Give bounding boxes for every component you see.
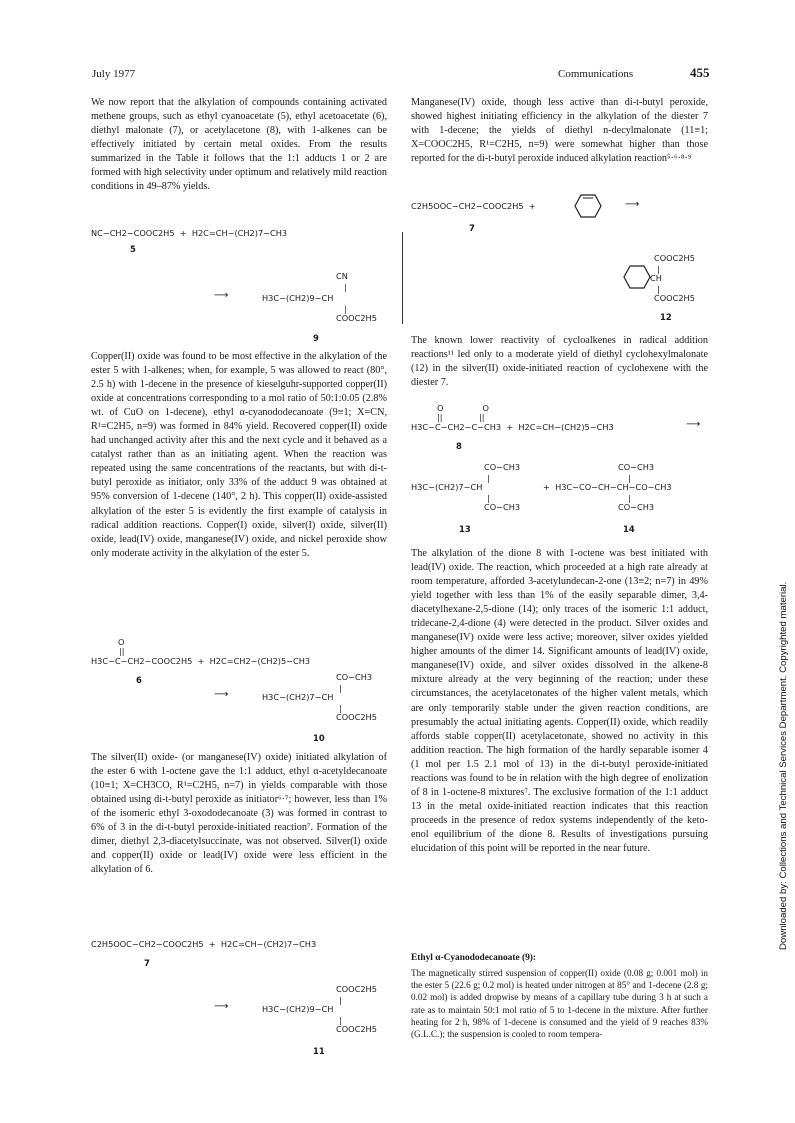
- left-paragraph-1: We now report that the alkylation of compounds containing activated methene groups, such as ethyl cyanoacetate (5), ethyl acetoacetate (6), diethyl malonate (7), or acetylacetone (8), with 1-alkenes can be effectively initiated by certain metal oxides. From the results summarized in the Table it follows that the 1:1 adducts 1 or 2 are formed with high selectivity under optimum and relatively mild reaction conditions in 49–87% yields.: [91, 97, 387, 193]
- reaction-arrow-1: ⟶: [214, 290, 229, 301]
- reaction-2-reactants: H3C−C−CH2−COOC2H5 + H2C=CH2−(CH2)5−CH3: [91, 656, 311, 666]
- reaction-4-reactants: C2H5OOC−CH2−COOC2H5 +: [411, 201, 536, 211]
- reaction-2-product-main: H3C−(CH2)7−CH: [262, 692, 334, 702]
- experimental-heading: Ethyl α-Cyanododecanoate (9):: [411, 953, 537, 963]
- compound-number-12: 12: [660, 312, 672, 322]
- sidebar-download-note: Downloaded by: Collections and Technical Services Department. Copyrighted material.: [778, 581, 789, 950]
- left-paragraph-2: Copper(II) oxide was found to be most effective in the alkylation of the ester 5 with 1-alkenes; when, for example, 5 was allowed to react (80°, 2.5 h) with 1-decene in the presence of kieselguhr-supported copper(II) oxide at concentrations corresponding to a mol ratio of 50:1:0.05 (2.8% wt. of CuO on 1-decene), ethyl α-cyanododecanoate (9≡1; X=CN, R¹=C2H5, n=9) was formed in 84% yield. Recovered copper(II) oxide had unchanged activity after this and the next cycle and it behaved as a catalyst rather than as an initiating agent. When the reaction was repeated using the same concentrations of the reactants, but with di-t-butyl peroxide as initiator, only 33% of the adduct 9 was obtained at 95% conversion of 1-decene (140°, 2 h). This copper(II) oxide-assisted alkylation of the ester 5 is evidently the first example of catalysis in radical addition reactions. Copper(I) oxide, silver(I) oxide, silver(II) oxide, lead(IV) oxide, manganese(IV) oxide, and nickel peroxide show only moderate activity in the alkylation of the ester 5.: [91, 351, 387, 559]
- right-paragraph-1: Manganese(IV) oxide, though less active than di-t-butyl peroxide, showed highest initiating efficiency in the alkylation of the diester 7 with 1-decene; the yields of diethyl n-decylmalonate (11≡1; X=COOC2H5, R¹=C2H5, n=9) were somewhat higher than those reported for the di-t-butyl peroxide induced alkylation reaction⁵·⁶·⁸·⁹: [411, 97, 708, 165]
- page-number: 455: [690, 65, 710, 80]
- reaction-2-product-top: CO−CH3: [336, 672, 373, 682]
- reaction-5-carbonyl-o: O O: [437, 403, 489, 413]
- left-paragraph-3: The silver(II) oxide- (or manganese(IV) oxide) initiated alkylation of the ester 6 with 1-octene gave the 1:1 adduct, ethyl α-acetyldecanoate (10≡1; X=CH3CO, R¹=C2H5, n=7) in yields comparable with those obtained using di-t-butyl peroxide as initiator⁶·⁷; however, less than 1% of the isomeric ethyl 3-oxododecanoate (3) was formed in contrast to 6% of 3 in the di-t-butyl peroxide-initiated reaction⁷. Formation of the dimer, diethyl 2,3-diacetylsuccinate, was not observed. Silver(I) oxide and copper(II) oxide or lead(IV) oxide were less efficient in the alkylation of 6.: [91, 752, 387, 876]
- reaction-2-product-bottom: COOC2H5: [336, 712, 377, 722]
- compound-number-5: 5: [130, 244, 136, 254]
- reaction-3-product-main: H3C−(CH2)9−CH: [262, 1004, 334, 1014]
- reaction-3-reactants: C2H5OOC−CH2−COOC2H5 + H2C=CH−(CH2)7−CH3: [91, 939, 317, 949]
- reaction-arrow-3: ⟶: [214, 1001, 229, 1012]
- reaction-3-product-bottom: COOC2H5: [336, 1024, 377, 1034]
- right-paragraph-3: The alkylation of the dione 8 with 1-octene was best initiated with lead(IV) oxide. The reaction, which proceeded at a high rate already at room temperature, afforded 3-acetylundecan-2-one (13≡2; n=7) in 49% yield together with less than 1% of the easily separable dimer, 3,4-diacetylhexane-2,5-dione (14); only traces of the isomeric 1:1 adduct, tridecane-2,4-dione (4) were detected in the product. Silver oxides and manganese(IV) oxide were less active; moreover, silver oxides yielded higher amounts of the dimer 14. Significant amounts of lead(IV) oxide, manganese(IV) oxide, and silver oxides dissolved in the alkene-8 mixture already at the very beginning of the reaction; under these circumstances, the acetylacetonates of the higher valent metals, which are only temporarily stable under the given reaction conditions, are presumably the actual initiating agents. Copper(II) oxide, which readily affords stable copper(II) acetylacetonate, showed no activity in this addition reaction. The high formation of the hardly separable isomer 4 (1 mol per 1.5 2.1 mol of 13) in the di-t-butyl peroxide-initiated reactions was found to be in relation with the high degree of enolization of 8 in 1-octene-8 mixtures⁷. The exclusive formation of the 1:1 adduct 13 in the metal oxide-initiated reaction indicates that this reaction proceeds in the presence of redox systems independently of the keto-enol equilibrium of the dione 8. Results of investigations pursuing elucidation of this point will be reported in the near future.: [411, 548, 708, 854]
- compound-number-11: 11: [313, 1046, 325, 1056]
- reaction-1-product-main: H3C−(CH2)9−CH: [262, 293, 334, 303]
- column-divider: [402, 232, 403, 324]
- product-14-top: CO−CH3: [618, 462, 655, 472]
- compound-number-10: 10: [313, 733, 325, 743]
- reaction-4-product-top: COOC2H5: [654, 253, 695, 263]
- product-13-bottom: CO−CH3: [484, 502, 521, 512]
- reaction-5-reactants: H3C−C−CH2−C−CH3 + H2C=CH−(CH2)5−CH3: [411, 422, 614, 432]
- experimental-text: The magnetically stirred suspension of copper(II) oxide (0.08 g; 0.001 mol) in the ester 5 (22.6 g; 0.2 mol) is heated under nitrogen at 85° and 1-decene (2.8 g; 0.02 mol) is added dropwise by means of a capillary tube during 3 h at such a rate as to maintain 50:1 mol ratio of 5 to 1-decene in the mixture. After further heating for 2 h, 98% of 1-decene is consumed and the yield of 9 reaches 83% (G.L.C.); the suspension is cooled to room tempera-: [411, 968, 708, 1040]
- reaction-arrow-5: ⟶: [686, 419, 701, 430]
- reaction-arrow-2: ⟶: [214, 689, 229, 700]
- compound-number-7-left: 7: [144, 958, 150, 968]
- product-13-main: H3C−(CH2)7−CH: [411, 482, 483, 492]
- cyclohexyl-ring-icon: [623, 264, 653, 290]
- reaction-3-product-top: COOC2H5: [336, 984, 377, 994]
- cyclohexene-ring-icon: [574, 193, 602, 219]
- reaction-4-product-main: CH: [650, 273, 662, 283]
- reaction-1-product-top: CN: [336, 271, 348, 281]
- compound-number-8: 8: [456, 441, 462, 451]
- product-14-bottom: CO−CH3: [618, 502, 655, 512]
- compound-number-9: 9: [313, 333, 319, 343]
- reaction-1-product-bottom: COOC2H5: [336, 313, 377, 323]
- compound-number-14: 14: [623, 524, 635, 534]
- reaction-2-carbonyl-o: O: [118, 637, 125, 647]
- reaction-1-reactants: NC−CH2−COOC2H5 + H2C=CH−(CH2)7−CH3: [91, 228, 288, 238]
- running-section: Communications: [558, 68, 634, 80]
- running-date: July 1977: [92, 68, 136, 80]
- product-14-main: + H3C−CO−CH−CH−CO−CH3: [543, 482, 672, 492]
- reaction-4-product-bottom: COOC2H5: [654, 293, 695, 303]
- product-13-top: CO−CH3: [484, 462, 521, 472]
- compound-number-13: 13: [459, 524, 471, 534]
- reaction-arrow-4: ⟶: [625, 199, 640, 210]
- compound-number-6: 6: [136, 675, 142, 685]
- compound-number-7-right: 7: [469, 223, 475, 233]
- right-paragraph-2: The known lower reactivity of cycloalkenes in radical addition reactions¹¹ led only to a moderate yield of diethyl cyclohexylmalonate (12) in the silver(II) oxide-initiated reaction of cyclohexene with the diester 7.: [411, 335, 708, 389]
